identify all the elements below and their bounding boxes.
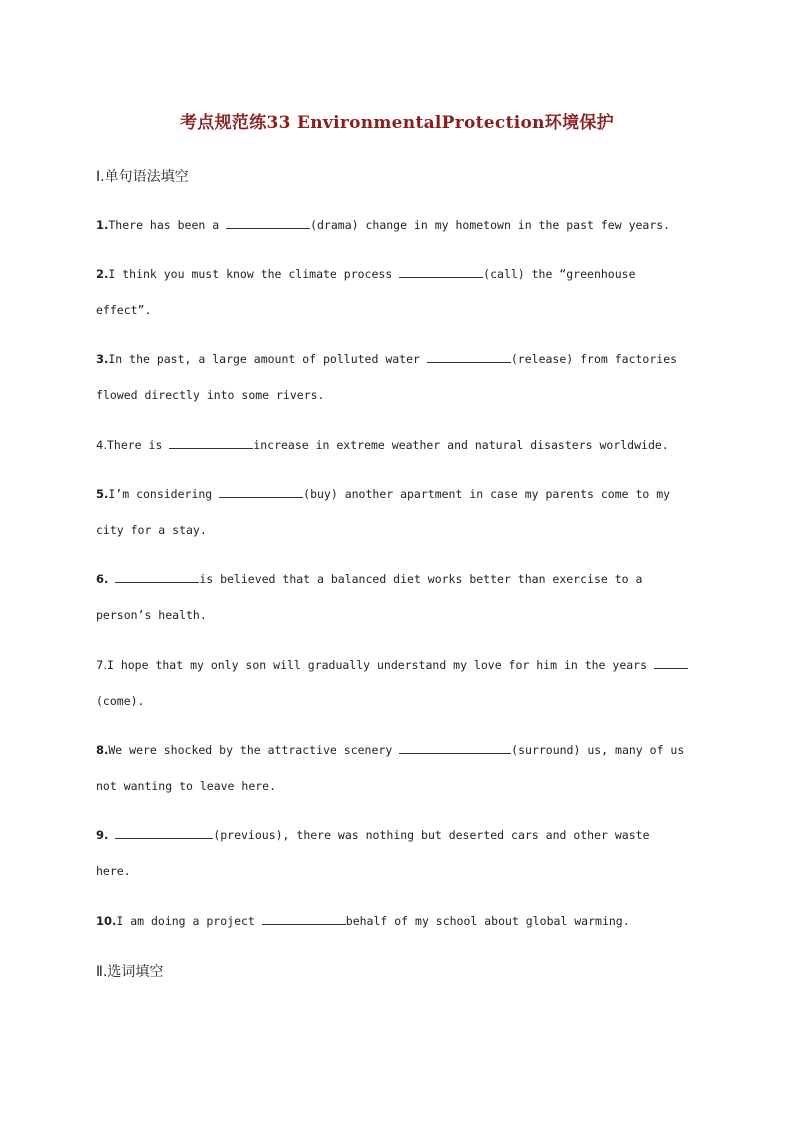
question-text: (previous), there was nothing but deserted cars and other waste	[213, 828, 650, 842]
question-5	[96, 476, 706, 548]
question-number: 3.	[96, 352, 109, 366]
question-text: is believed that a balanced diet works better than exercise to a	[199, 572, 643, 586]
answer-blank[interactable]	[115, 570, 199, 583]
question-text	[108, 828, 115, 842]
answer-blank[interactable]	[169, 436, 253, 449]
question-3	[96, 341, 706, 413]
question-number: 5.	[96, 487, 109, 501]
question-text: We were shocked by the attractive scenery	[108, 743, 400, 757]
answer-blank[interactable]	[226, 216, 310, 229]
question-text: I hope that my only son will gradually understand my love for him in the years	[106, 658, 654, 672]
question-text-continued: not wanting to leave here.	[96, 779, 277, 793]
question-text	[108, 572, 115, 586]
answer-blank[interactable]	[219, 485, 303, 498]
question-2	[96, 256, 706, 328]
answer-blank[interactable]	[654, 656, 688, 669]
question-7	[96, 647, 706, 719]
question-6	[96, 561, 706, 633]
question-text: increase in extreme weather and natural disasters worldwide.	[253, 438, 669, 452]
question-text-continued: effect”.	[96, 303, 152, 317]
question-text: I am doing a project	[116, 914, 262, 928]
question-1	[96, 207, 706, 243]
section-heading-grammar: Ⅰ.单句语法填空	[96, 169, 189, 185]
answer-blank[interactable]	[115, 826, 213, 839]
question-number: 1.	[96, 218, 109, 232]
question-text: I’m considering	[108, 487, 220, 501]
question-number: 8.	[96, 743, 109, 757]
question-text-continued: city for a stay.	[96, 523, 207, 537]
question-text: (surround) us, many of us	[511, 743, 685, 757]
question-text: (drama) change in my hometown in the past few years.	[310, 218, 671, 232]
question-text: There has been a	[108, 218, 227, 232]
answer-blank[interactable]	[262, 912, 346, 925]
page-title: 考点规范练33 EnvironmentalProtection环境保护	[180, 113, 614, 133]
answer-blank[interactable]	[399, 741, 511, 754]
question-text: behalf of my school about global warming.	[345, 914, 630, 928]
question-4	[96, 427, 706, 463]
question-text: (release) from factories	[510, 352, 678, 366]
answer-blank[interactable]	[427, 350, 511, 363]
question-text: In the past, a large amount of polluted water	[108, 352, 427, 366]
section-heading-word-choice: Ⅱ.选词填空	[96, 964, 164, 980]
question-number: 4.	[96, 438, 107, 452]
question-number: 6.	[96, 572, 109, 586]
question-text-continued: flowed directly into some rivers.	[96, 388, 325, 402]
question-number: 7.	[96, 658, 107, 672]
question-text: (call) the “greenhouse	[483, 267, 636, 281]
question-text-continued: person’s health.	[96, 608, 207, 622]
question-8	[96, 732, 706, 804]
question-number: 10.	[96, 914, 117, 928]
question-text-continued: here.	[96, 864, 131, 878]
question-text: There is	[106, 438, 170, 452]
question-text-continued: (come).	[96, 694, 145, 708]
question-number: 2.	[96, 267, 109, 281]
question-9	[96, 817, 706, 889]
question-text: I think you must know the climate process	[108, 267, 400, 281]
question-text: (buy) another apartment in case my parents come to my	[303, 487, 671, 501]
answer-blank[interactable]	[399, 265, 483, 278]
question-10	[96, 903, 706, 939]
question-number: 9.	[96, 828, 109, 842]
